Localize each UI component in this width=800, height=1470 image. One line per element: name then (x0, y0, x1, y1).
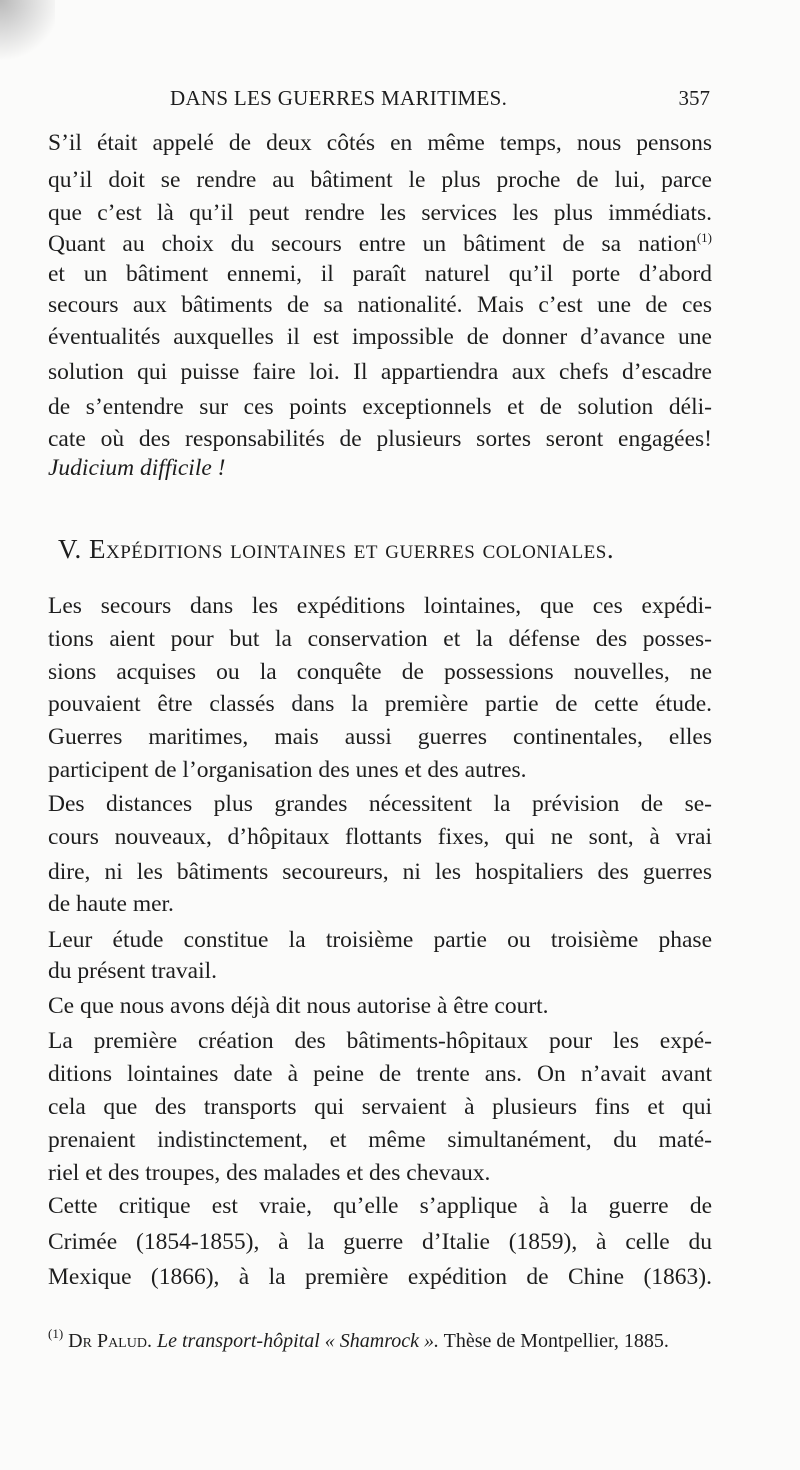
footnote-rest: Thèse de Montpellier, 1885. (443, 1330, 669, 1352)
section-heading (58, 534, 678, 565)
page-number: 357 (678, 86, 710, 110)
text-line: S’il était appelé de deux côtés en même temps, nous pensons (48, 130, 712, 156)
text-line: dire, ni les bâtiments secoureurs, ni les hospitaliers des guerres (48, 859, 712, 885)
section-numeral: V. (58, 534, 82, 564)
footnote-reference: (1) (696, 230, 712, 245)
text-line: Ce que nous avons déjà dit nous autorise à être court. (48, 993, 549, 1019)
text-line: cate où des responsabilités de plusieurs sortes seront engagées! (48, 426, 712, 452)
section-title: Expéditions lointaines et guerres coloniales. (89, 534, 615, 564)
text-line: ditions lointaines date à peine de trente ans. On n’avait avant (48, 1061, 712, 1087)
text-line: cours nouveaux, d’hôpitaux flottants fixes, qui ne sont, à vrai (48, 824, 712, 850)
text-line: de haute mer. (48, 891, 174, 917)
text-fragment: Quant au choix du secours entre un bâtiment de sa nation (48, 231, 697, 257)
footnote-title: Le transport-hôpital « Shamrock ». (156, 1330, 439, 1352)
text-line: cela que des transports qui servaient à plusieurs fins et qui (48, 1094, 712, 1120)
text-line: Les secours dans les expéditions lointaines, que ces expédi- (48, 593, 712, 619)
text-line: et un bâtiment ennemi, il paraît naturel qu’il porte d’abord (48, 261, 712, 287)
text-line: Cette critique est vraie, qu’elle s’applique à la guerre de (48, 1193, 712, 1219)
text-line: pouvaient être classés dans la première partie de cette étude. (48, 691, 712, 717)
text-line: éventualités auxquelles il est impossible de donner d’avance une (48, 324, 712, 350)
text-line: Des distances plus grandes nécessitent la prévision de se- (48, 791, 712, 817)
footnote (48, 1326, 712, 1353)
text-line: Mexique (1866), à la première expédition de Chine (1863). (48, 1264, 712, 1290)
text-line: prenaient indistinctement, et même simultanément, du maté- (48, 1127, 712, 1153)
text-line: La première création des bâtiments-hôpitaux pour les expé- (48, 1028, 712, 1054)
scan-smudge (0, 0, 55, 60)
page-header (170, 86, 710, 114)
text-line: de s’entendre sur ces points exceptionnels et de solution déli- (48, 394, 712, 420)
footnote-marker: (1) (48, 1326, 64, 1341)
text-line: riel et des troupes, des malades et des chevaux. (48, 1160, 491, 1186)
text-line: Crimée (1854-1855), à la guerre d’Italie (1859), à celle du (48, 1229, 712, 1255)
text-line: Guerres maritimes, mais aussi guerres continentales, elles (48, 724, 712, 750)
text-line: Leur étude constitue la troisième partie ou troisième phase (48, 927, 712, 953)
text-line-with-footnote-ref (48, 229, 712, 260)
text-line: qu’il doit se rendre au bâtiment le plus proche de lui, parce (48, 167, 712, 193)
text-line: solution qui puisse faire loi. Il appartiendra aux chefs d’escadre (48, 359, 712, 385)
text-line: tions aient pour but la conservation et la défense des posses- (48, 626, 712, 652)
footnote-author: Dr Palud. (68, 1330, 152, 1352)
text-line: secours aux bâtiments de sa nationalité. Mais c’est une de ces (48, 292, 712, 318)
text-line: que c’est là qu’il peut rendre les services les plus immédiats. (48, 200, 712, 226)
text-line: participent de l’organisation des unes et des autres. (48, 757, 527, 783)
latin-phrase: Judicium difficile ! (48, 455, 226, 481)
text-line: sions acquises ou la conquête de possessions nouvelles, ne (48, 659, 712, 685)
text-line: du présent travail. (48, 958, 218, 984)
running-title: DANS LES GUERRES MARITIMES. (170, 86, 508, 110)
